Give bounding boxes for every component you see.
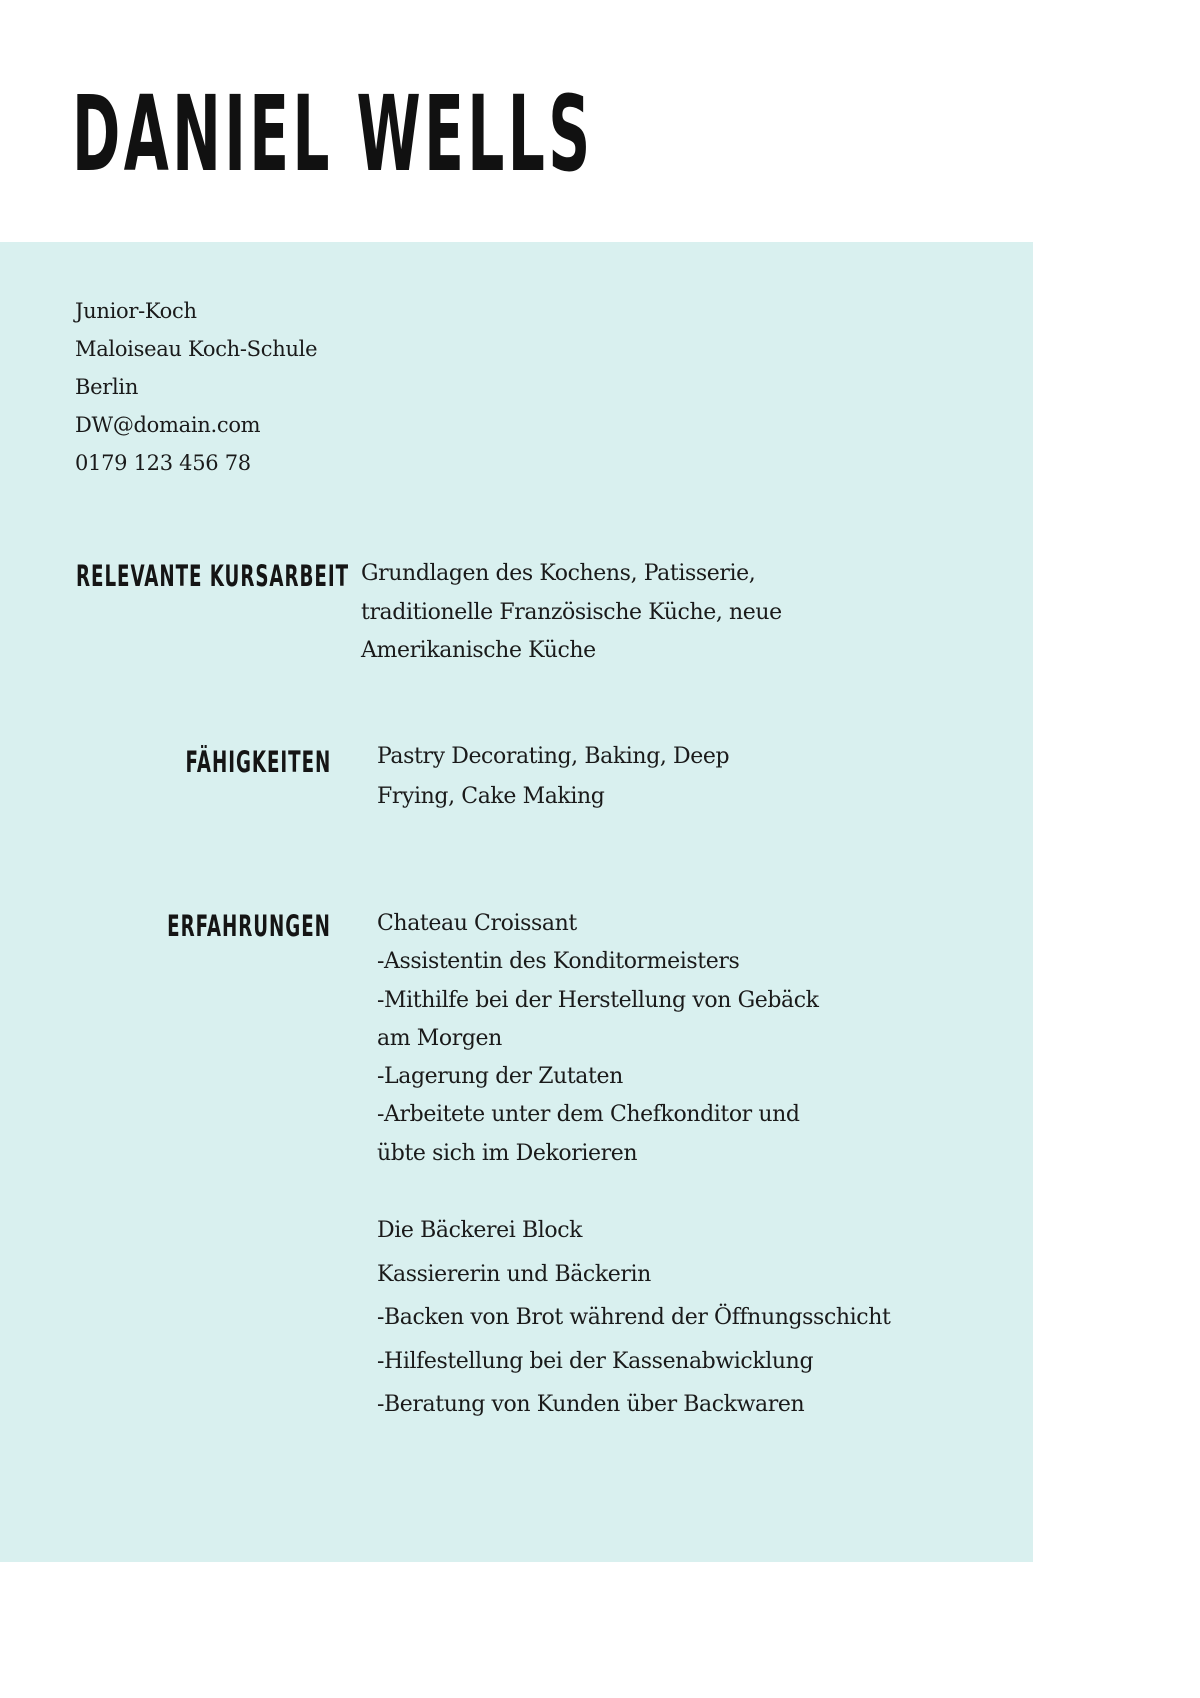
skills-text: [377, 737, 757, 817]
skills-line: Frying, Cake Making: [377, 784, 605, 809]
job-duty: am Morgen: [377, 1025, 502, 1051]
job-duty: -Assistentin des Konditormeisters: [377, 949, 740, 975]
skills-heading: FÄHIGKEITEN: [185, 745, 331, 779]
job-title: Chateau Croissant: [377, 911, 577, 936]
job-duty: -Lagerung der Zutaten: [377, 1064, 623, 1090]
contact-role: Junior-Koch: [75, 299, 197, 323]
experience-heading: ERFAHRUNGEN: [167, 909, 331, 943]
skills-line: Pastry Decorating, Baking, Deep: [377, 744, 730, 769]
coursework-text: [361, 555, 801, 671]
coursework-line: Grundlagen des Kochens, Patisserie,: [361, 561, 756, 586]
job-duty: -Arbeitete unter dem Chefkonditor und: [377, 1102, 800, 1128]
coursework-line: traditionelle Französische Küche, neue: [361, 599, 782, 625]
experience-job-baeckerei: [377, 1209, 890, 1427]
job-title: Die Bäckerei Block: [377, 1218, 583, 1243]
experience-job-chateau: [377, 905, 819, 1173]
contact-phone: 0179 123 456 78: [75, 451, 251, 475]
job-duty: -Backen von Brot während der Öffnungsschicht: [377, 1305, 891, 1331]
job-role: Kassiererin und Bäckerin: [377, 1261, 651, 1287]
job-duty: übte sich im Dekorieren: [377, 1140, 638, 1166]
contact-school: Maloiseau Koch-Schule: [75, 337, 318, 361]
coursework-heading: RELEVANTE KURSARBEIT: [76, 559, 349, 593]
resume-name: DANIEL WELLS: [72, 73, 594, 195]
job-duty: -Mithilfe bei der Herstellung von Gebäck: [377, 987, 819, 1013]
job-duty: -Hilfestellung bei der Kassenabwicklung: [377, 1348, 814, 1374]
contact-email: DW@domain.com: [75, 413, 261, 437]
coursework-line: Amerikanische Küche: [361, 638, 596, 663]
contact-city: Berlin: [75, 375, 139, 399]
contact-block: [75, 292, 317, 482]
job-duty: -Beratung von Kunden über Backwaren: [377, 1392, 805, 1418]
